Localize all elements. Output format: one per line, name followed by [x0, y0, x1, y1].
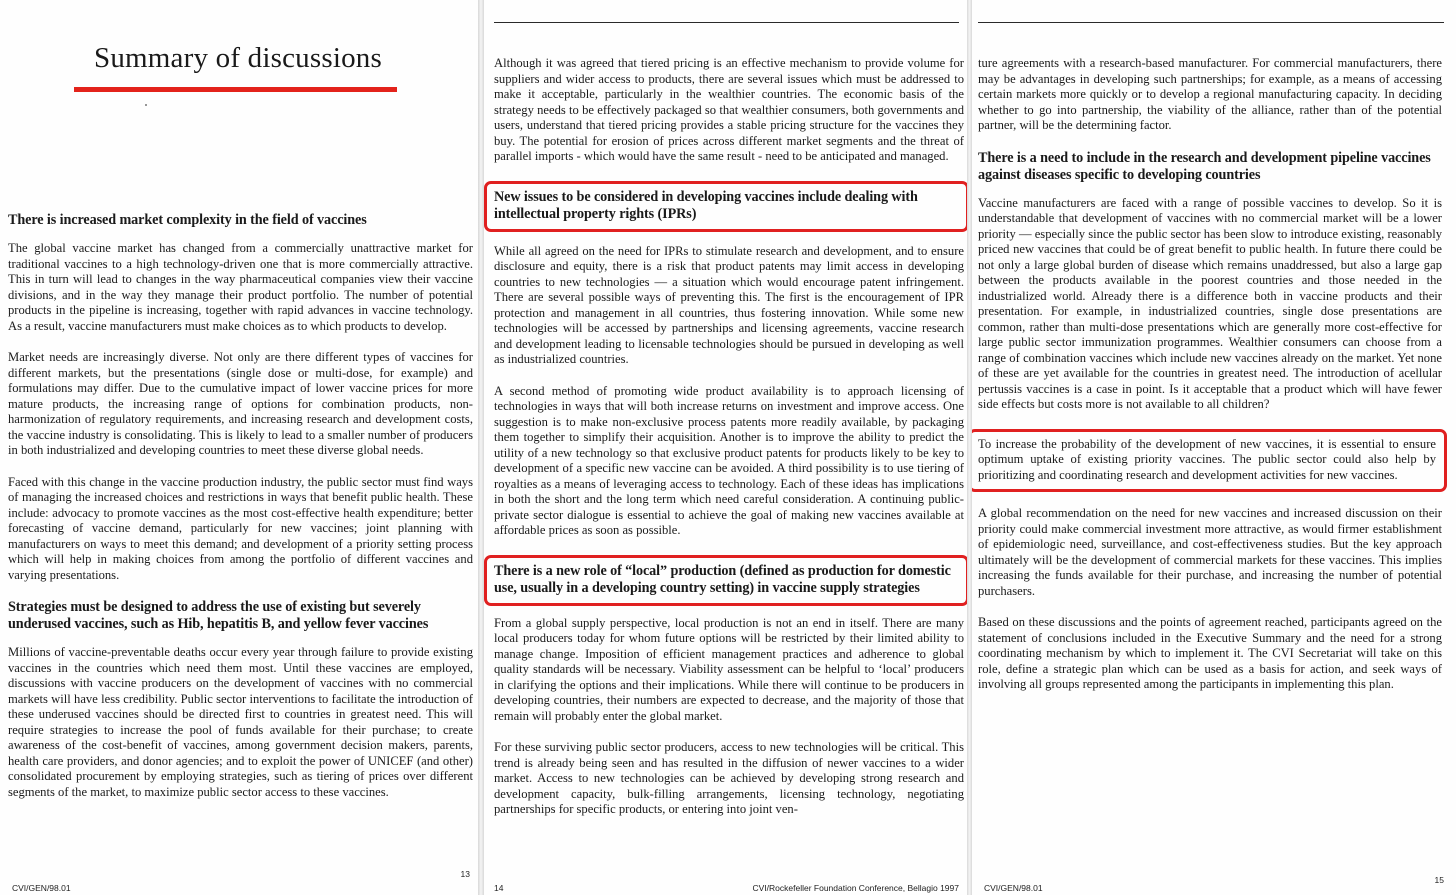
title-underline: [74, 87, 397, 92]
document-page-14: [484, 0, 967, 895]
section-heading-underused-vaccines: Strategies must be designed to address the use of existing but severely underused vaccines, such as Hib, hepatitis B, and yellow fever vaccines: [8, 599, 429, 632]
paragraph: Based on these discussions and the points of agreement reached, participants agreed on the statement of conclusions included in the Executive Summary and the need for a strong coordinating mechanism by which to implement it. The CVI Secretariat will take on this role, define a strategic plan which can be used as a basis for action, and seek ways of involving all groups represented among the participants in implementing this plan.: [978, 615, 1442, 691]
footer-doc-code: CVI/GEN/98.01: [984, 883, 1043, 893]
document-page-13: [0, 0, 478, 895]
top-rule: [494, 22, 959, 23]
section-heading-market-complexity: There is increased market complexity in the field of vaccines: [8, 212, 367, 228]
paragraph: To increase the probability of the development of new vaccines, it is essential to ensure optimum uptake of existing priority vaccines. The public sector could also help by prioritizing and coordinating research and development activities for new vaccines.: [978, 436, 1436, 482]
footer-conference-name: CVI/Rockefeller Foundation Conference, Bellagio 1997: [752, 883, 959, 893]
highlighted-paragraph-uptake: [972, 429, 1447, 493]
highlighted-heading-ipr: [484, 181, 967, 232]
paragraph: From a global supply perspective, local production is not an end in itself. There are many local producers today for whom future options will be restricted by their limited ability to manage change. Imposition of efficient management practices and adherence to global quality standards will be necessary. Viability assessment can be helpful to ‘local’ producers in clarifying the options and their implications. While there will continue to be producers in developing countries, their numbers are expected to decrease, and the majority of those that remain will probably enter the global market.: [494, 615, 964, 723]
section-heading-ipr: New issues to be considered in developing vaccines include dealing with intellectual property rights (IPRs): [494, 188, 918, 222]
paragraph: Although it was agreed that tiered pricing is an effective mechanism to provide volume for suppliers and wider access to products, there are several issues which must be addressed to make it acceptable, particularly in the wealthier countries. The economic basis of the strategy needs to be effectively packaged so that wealthier consumers, both governments and users, understand that tiered pricing provides a stable pricing structure for the vaccines they buy. The potential for erosion of prices across different market segments and the threat of parallel imports - which would have the same result - need to be anticipated and managed.: [494, 56, 964, 163]
paragraph: The global vaccine market has changed from a commercially unattractive market for traditional vaccines to a high technology-driven one that is more commercially attractive. This in turn will lead to changes in the way pharmaceutical companies view their vaccine divisions, and in the way they manage their product portfolio. The number of potential products in the pipeline is increasing, together with rapid advances in vaccine technology. As a result, vaccine manufacturers must make choices as to which products to develop.: [8, 241, 473, 333]
footer-page-number: 15: [1434, 875, 1444, 885]
page-title: Summary of discussions: [94, 42, 382, 74]
paragraph: A global recommendation on the need for new vaccines and increased discussion on their priority could make commercial investment more attractive, as would firmer establishment of epidemiologic need, surveillance, and cost-effectiveness studies. But the key approach ultimately will be the development of commercial markets for these vaccines. This implies increasing the funds available for their purchase, and increasing the number of potential purchasers.: [978, 506, 1442, 598]
page-14-body: [494, 56, 964, 834]
paragraph: For these surviving public sector producers, access to new technologies will be critical. This trend is already being seen and has resulted in the diffusion of newer vaccines to a wider market. Access to new technologies can be achieved by developing strong research and development capacity, bulk-filling arrangements, licensing technology, negotiating partnerships for specific products, or entering into joint ven-: [494, 740, 964, 816]
highlighted-heading-local-production: [484, 555, 967, 606]
footer-page-number: 14: [494, 883, 504, 893]
paragraph: Millions of vaccine-preventable deaths occur every year through failure to provide existing vaccines in the countries which need them most. Until these vaccines are employed, discussions with vaccine producers on the development of vaccines with no commercial markets will have less credibility. Public sector interventions to facilitate the introduction of these underused vaccines should be directed first to countries in greatest need. This will require strategies to increase the pool of funds available for their purchase; to create awareness of the cost-benefit of vaccines, among government decision makers, parents, health care providers, and donor agencies; and to exploit the power of UNICEF (and other) consolidated procurement by employing strategies, such as tiering of prices over different segments of the market, to maximize public sector access to these vaccines.: [8, 645, 473, 799]
page-15-body: [978, 56, 1442, 709]
paragraph: While all agreed on the need for IPRs to stimulate research and development, and to ensure disclosure and equity, there is a risk that product patents may limit access in developing countries to new technologies — a situation which would encourage patent infringement. There are several possible ways of preventing this. The first is the encouragement of IPR protection and management in all countries, thus fostering innovation. While some new technologies will be accessed by partnerships and licensing agreements, vaccine research and development leading to licensable technologies should be pursued in developing as well as industrialized countries.: [494, 243, 964, 366]
paragraph: Vaccine manufacturers are faced with a range of possible vaccines to develop. So it is understandable that development of vaccines with no commercial market will be a lower priority — especially since the public sector has been slow to introduce existing, reasonably priced new vaccines that could be of great benefit to public health. In future there could be not only a large global burden of disease which remains unaddressed, but also a large gap between the products available in the poorest countries and those needed in the industrialized world. Already there is a difference both in vaccine products and their presentation. For example, in industrialized countries, single dose presentations are common, rather than multi-dose presentations which are generally more cost-effective for large public sector immunization programmes. Wealthier consumers can choose from a range of combination vaccines which include new vaccines already on the market. Yet none of these are yet available for the countries in greatest need. The introduction of acellular pertussis vaccines is a case in point. Is it acceptable that a product which will have fewer side effects but costs more is not available to all children?: [978, 195, 1442, 411]
paragraph: Faced with this change in the vaccine production industry, the public sector must find ways of managing the increased choices and restrictions in ways that benefit public health. These include: advocacy to promote vaccines as the most cost-effective health expenditure; better forecasting of vaccine demand, particularly for new vaccines; joint planning with manufacturers on ways to meet this demand; and development of a priority setting process which will help in making choices from among the portfolio of different vaccines and varying presentations.: [8, 474, 473, 582]
footer-page-number: 13: [460, 869, 470, 879]
paragraph: Market needs are increasingly diverse. Not only are there different types of vaccines for different markets, but the presentations (single dose or multi-dose, for example) and formulations may differ. Due to the cumulative impact of lower vaccine prices for more mature products, the increasing range of options for combination products, non-harmonization of regulatory requirements, and increasing research and development costs, the vaccine industry is consolidating. This is likely to lead to a smaller number of producers in both industrialized and developing countries to meet these diverse global needs.: [8, 350, 473, 457]
footer-doc-code: CVI/GEN/98.01: [12, 883, 71, 893]
page-13-body: [8, 212, 473, 816]
top-rule: [978, 22, 1444, 23]
paragraph: ture agreements with a research-based manufacturer. For commercial manufacturers, there may be advantages in developing such partnerships; for example, as a means of accessing certain markets more quickly or to develop a regional manufacturing capacity. In deciding whether to go into partnership, the viability of the alliance, rather than of the potential partner, will be the determining factor.: [978, 56, 1442, 132]
stray-mark: [145, 104, 147, 106]
paragraph: A second method of promoting wide product availability is to approach licensing of technologies in ways that will both increase returns on investment and improve access. One suggestion is to make non-exclusive process patents more readily available, by packaging them together to simplify their acquisition. Another is to improve the ability to predict the utility of a new technology so that exclusive product patents for products likely to be key to development of a specific new vaccine can be avoided. A third possibility is to use tiering of royalties as a means of leveraging access to technology. Each of these ideas has implications in both the short and the long term which need careful consideration. A continuing public-private sector dialogue is essential to achieve the goal of making new vaccines available at affordable prices as soon as possible.: [494, 383, 964, 537]
document-page-15: [972, 0, 1456, 895]
section-heading-rd-pipeline: There is a need to include in the research and development pipeline vaccines against diseases specific to developing countries: [978, 149, 1431, 183]
section-heading-local-production: There is a new role of “local” production (defined as production for domestic use, usually in a developing country setting) in vaccine supply strategies: [494, 562, 951, 596]
